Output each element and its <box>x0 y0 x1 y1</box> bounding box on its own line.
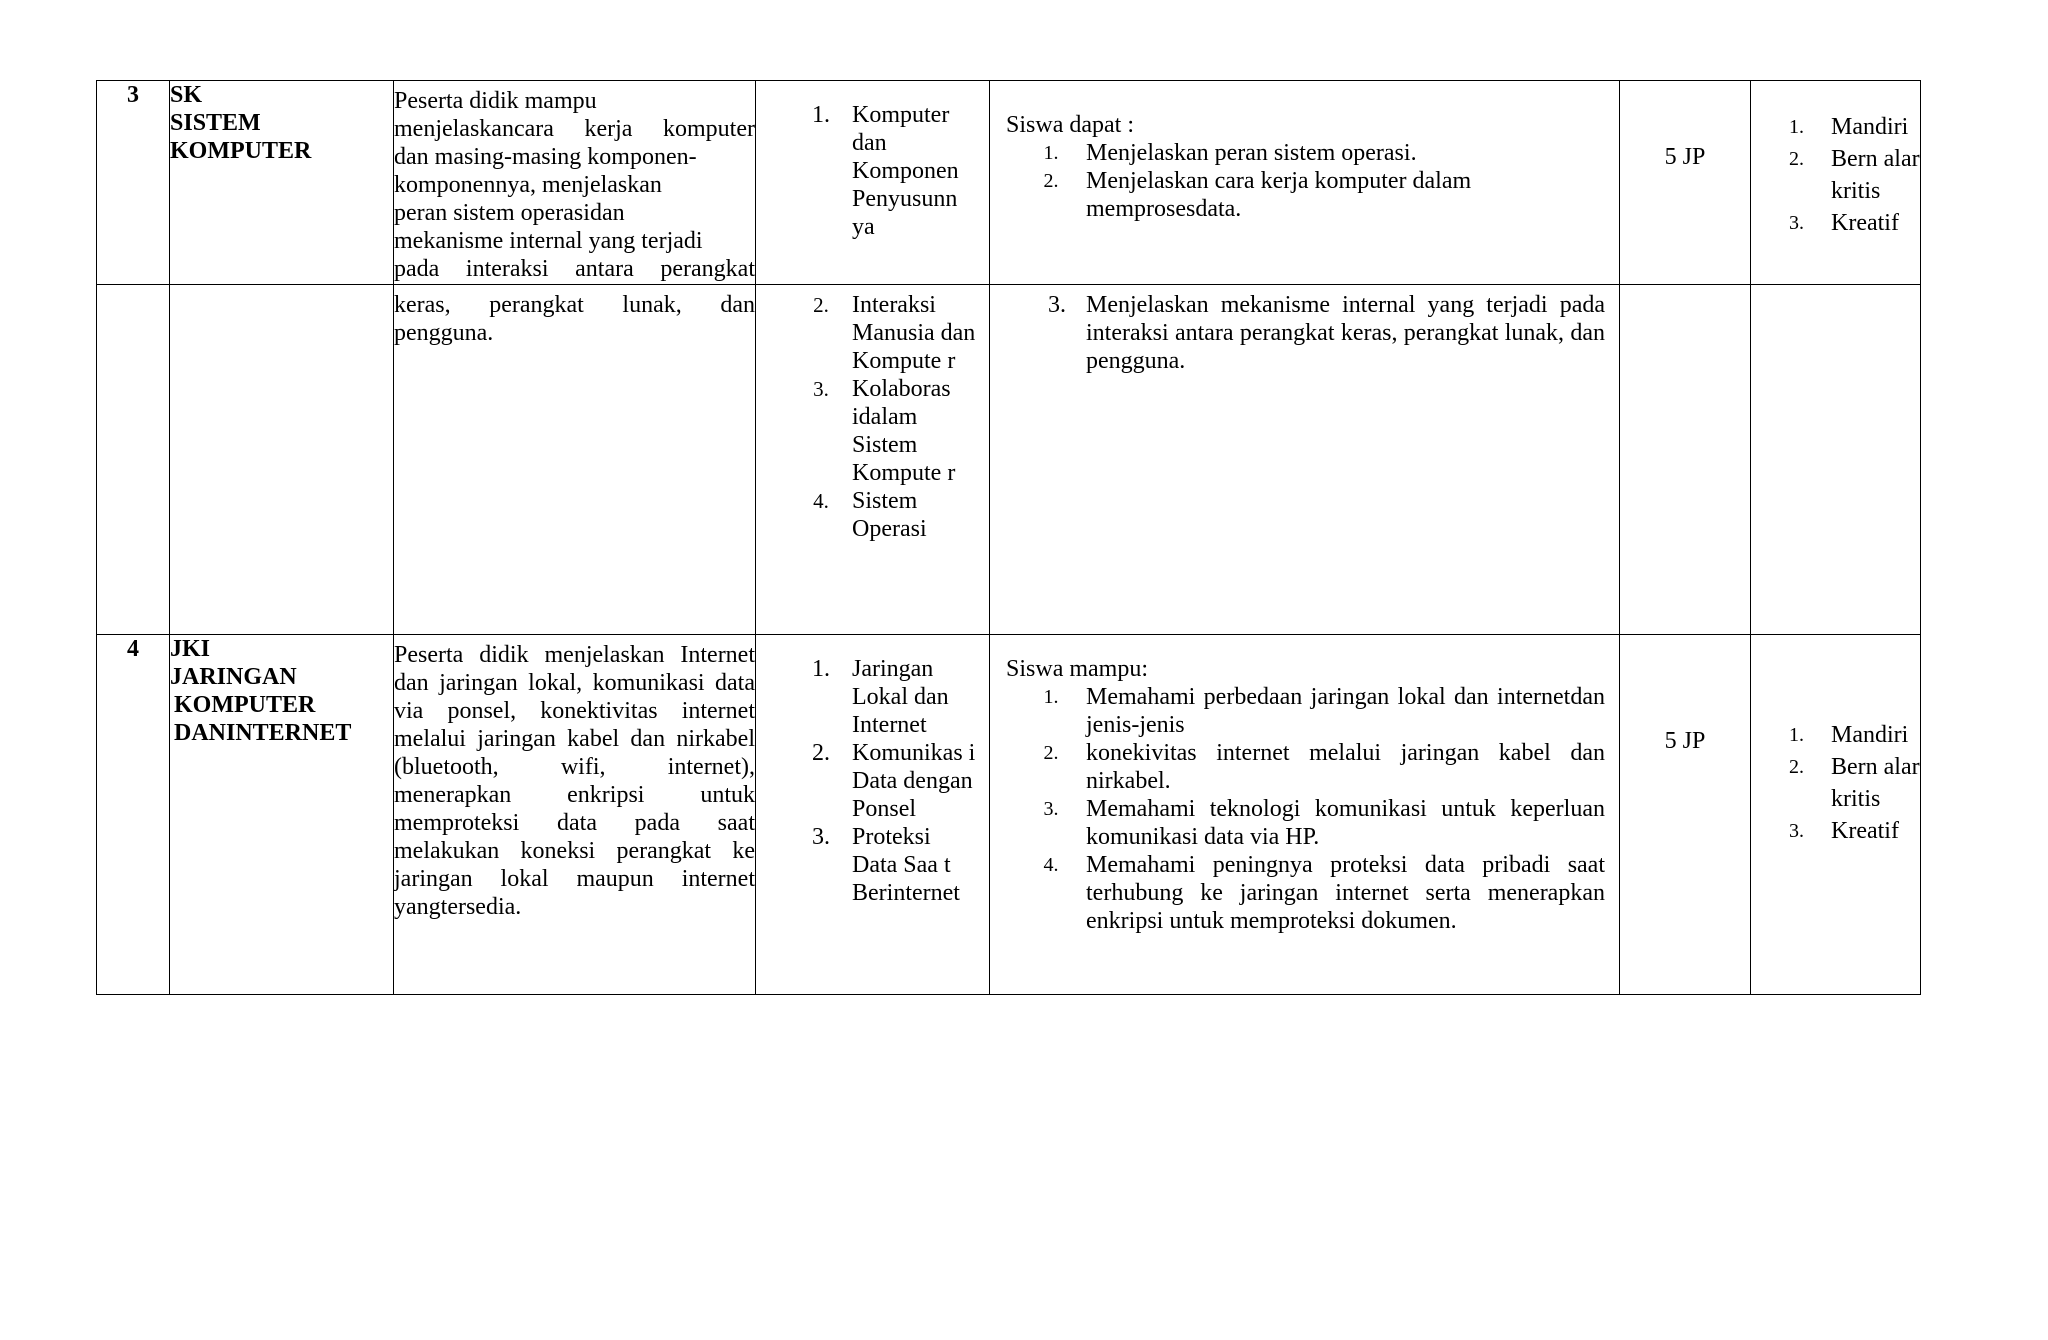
learning-outcome-cell <box>394 285 756 635</box>
learning-outcome-line: komponennya, menjelaskan <box>394 172 662 198</box>
time-allocation: 5 JP <box>1620 81 1751 285</box>
subject-code-empty <box>170 285 394 635</box>
table-row <box>97 81 1921 285</box>
objective-heading: Siswa dapat : <box>1006 112 1134 138</box>
objective-heading: Siswa mampu: <box>1006 656 1148 682</box>
objective-item: 2. konekivitas internet melalui jaringan kabel dan nirkabel. <box>1043 740 1605 794</box>
learning-outcome-line: peran sistem operasidan <box>394 200 625 226</box>
material-item: 3. Proteksi Data Saa t Berinternet <box>812 824 960 906</box>
profile-item: 1. Mandiri <box>1789 114 1909 140</box>
material-item: 1. Komputer dan Komponen Penyusunn ya <box>812 102 959 240</box>
material-item: 2. Komunikas i Data dengan Ponsel <box>812 740 976 822</box>
material-item: 4. Sistem Operasi <box>813 488 927 542</box>
row-number: 3 <box>97 81 170 285</box>
learning-outcome-line: mekanisme internal yang terjadi <box>394 228 703 254</box>
subject-code-line: KOMPUTER <box>170 138 312 164</box>
material-cell <box>756 81 990 285</box>
objective-item: 3. Memahami teknologi komunikasi untuk keperluan komunikasi data via HP. <box>1043 796 1605 850</box>
student-profile-empty <box>1751 285 1921 635</box>
objective-cell <box>990 635 1620 995</box>
learning-outcome-cell <box>394 81 756 285</box>
learning-outcome-line: pada interaksi antara perangkat <box>394 256 755 282</box>
subject-code-line: JARINGAN <box>170 664 297 690</box>
subject-code-line: JKI <box>170 636 211 662</box>
learning-outcome-line: menjelaskancara kerja komputer <box>394 116 755 142</box>
table-row <box>97 635 1921 995</box>
material-cell <box>756 285 990 635</box>
time-allocation: 5 JP <box>1620 635 1751 995</box>
objective-item: 4. Memahami peningnya proteksi data pribadi saat terhubung ke jaringan internet serta menerapkan enkripsi untuk memproteksi dokumen. <box>1043 852 1605 934</box>
learning-outcome-line: dan masing-masing komponen- <box>394 144 697 170</box>
objective-item: 1. Memahami perbedaan jaringan lokal dan internetdan jenis-jenis <box>1043 684 1605 738</box>
learning-outcome-text: Peserta didik menjelaskan Internet dan jaringan lokal, komunikasi data via ponsel, konektivitas internet melalui jaringan kabel dan nirkabel (bluetooth, wifi, internet), menerapkan enkripsi untuk memproteksi data pada saat melakukan koneksi perangkat ke jaringan lokal maupun internet yangtersedia. <box>394 642 755 920</box>
material-item: 3. Kolaboras idalam Sistem Kompute r <box>813 376 956 486</box>
learning-outcome-cell <box>394 635 756 995</box>
time-allocation-empty <box>1620 285 1751 635</box>
material-cell <box>756 635 990 995</box>
objective-item: 1. Menjelaskan peran sistem operasi. <box>1043 140 1417 166</box>
row-number: 4 <box>97 635 170 995</box>
subject-code <box>170 81 394 285</box>
student-profile-cell <box>1751 81 1921 285</box>
objective-item: 2. Menjelaskan cara kerja komputer dalam memprosesdata. <box>1043 168 1472 222</box>
subject-code-line: DANINTERNET <box>174 720 352 746</box>
subject-code-line: SISTEM <box>170 110 261 136</box>
learning-outcome-line: keras, perangkat lunak, dan pengguna. <box>394 292 755 346</box>
learning-outcome-line: Peserta didik mampu <box>394 88 597 114</box>
objective-cell <box>990 81 1620 285</box>
subject-code-line: KOMPUTER <box>174 692 316 718</box>
material-item: 2. Interaksi Manusia dan Kompute r <box>813 292 976 374</box>
profile-item: 1. Mandiri <box>1789 722 1909 748</box>
material-item: 1. Jaringan Lokal dan Internet <box>812 656 949 738</box>
profile-item: 2. Bern alar kritis <box>1789 754 1920 812</box>
row-number-empty <box>97 285 170 635</box>
subject-code <box>170 635 394 995</box>
table-row <box>97 285 1921 635</box>
subject-code-line: SK <box>170 82 203 108</box>
profile-item: 3. Kreatif <box>1789 210 1899 236</box>
profile-item: 3. Kreatif <box>1789 818 1899 844</box>
profile-item: 2. Bern alar kritis <box>1789 146 1920 204</box>
curriculum-table <box>96 80 1921 995</box>
objective-cell <box>990 285 1620 635</box>
objective-item: 3. Menjelaskan mekanisme internal yang terjadi pada interaksi antara perangkat keras, perangkat lunak, dan pengguna. <box>1048 292 1605 374</box>
student-profile-cell <box>1751 635 1921 995</box>
